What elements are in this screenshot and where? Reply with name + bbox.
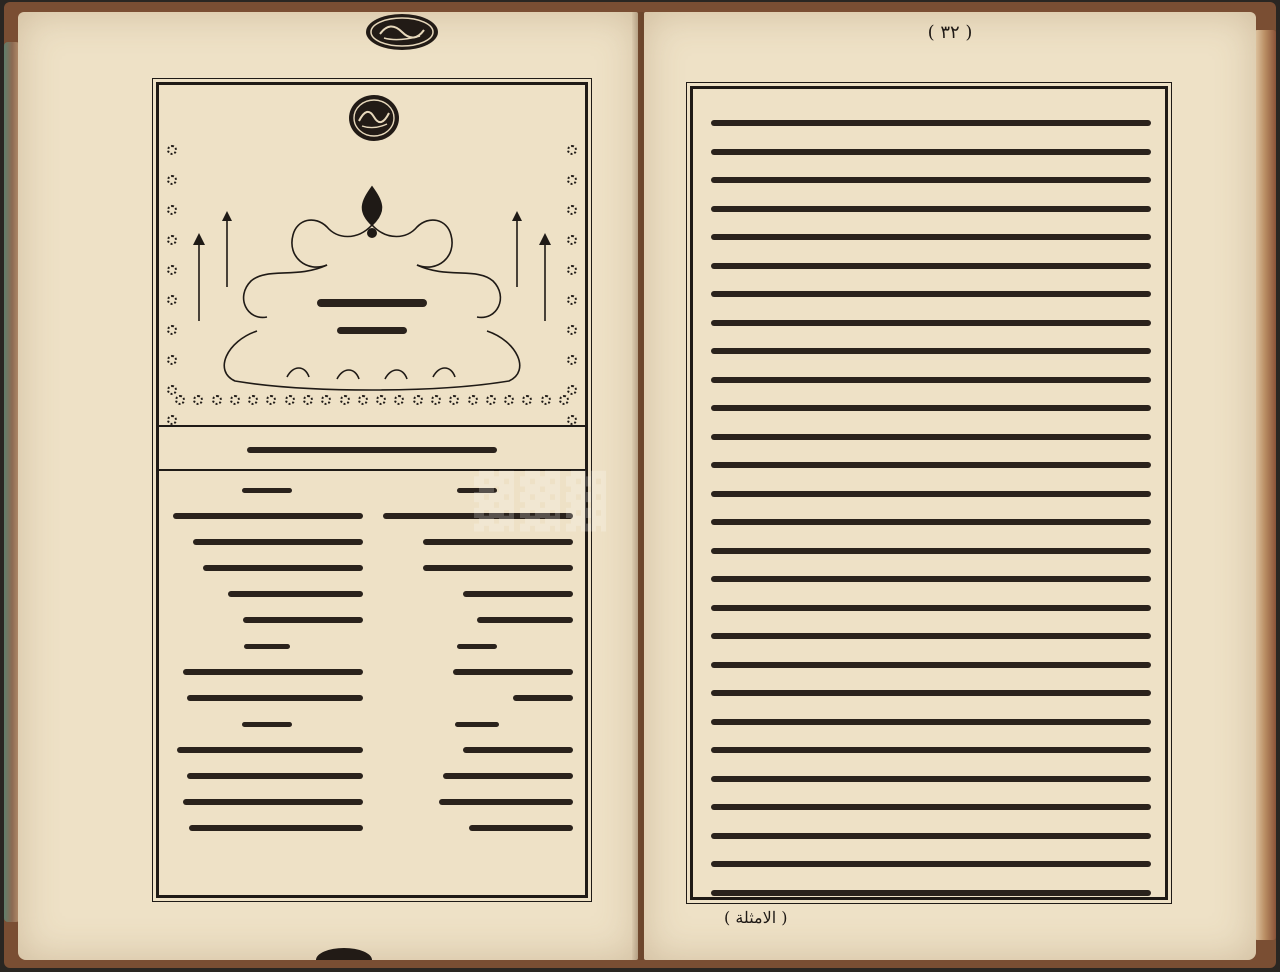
rosette-border-left [167,145,177,425]
rosette-border-bottom [175,395,569,405]
open-book [4,2,1276,968]
subtitle-band [159,435,585,465]
right-column [381,477,573,887]
left-column [171,477,363,887]
main-text-block [707,109,1151,907]
title-ornament [159,85,585,425]
page-number-header: ( ٣٢ ) [927,22,973,43]
catchword: ( الامثلة ) [724,908,788,927]
left-page [18,12,638,960]
section-rule-bottom [159,469,585,471]
rosette-border-right [567,145,577,425]
watermark-overlay: ▓▓▓ [474,472,612,532]
subtitle-text-line [247,447,497,453]
right-page-frame [690,86,1168,900]
floral-cartouche-icon [187,181,557,395]
right-page [644,12,1256,960]
left-page-frame [156,82,588,898]
seal-stamp-inner [347,93,401,143]
section-rule-top [159,425,585,427]
seal-stamp-top [362,12,442,54]
seal-stamp-bottom [314,946,374,960]
page-block-edge-right [1254,30,1276,940]
conjugation-columns [171,477,573,887]
